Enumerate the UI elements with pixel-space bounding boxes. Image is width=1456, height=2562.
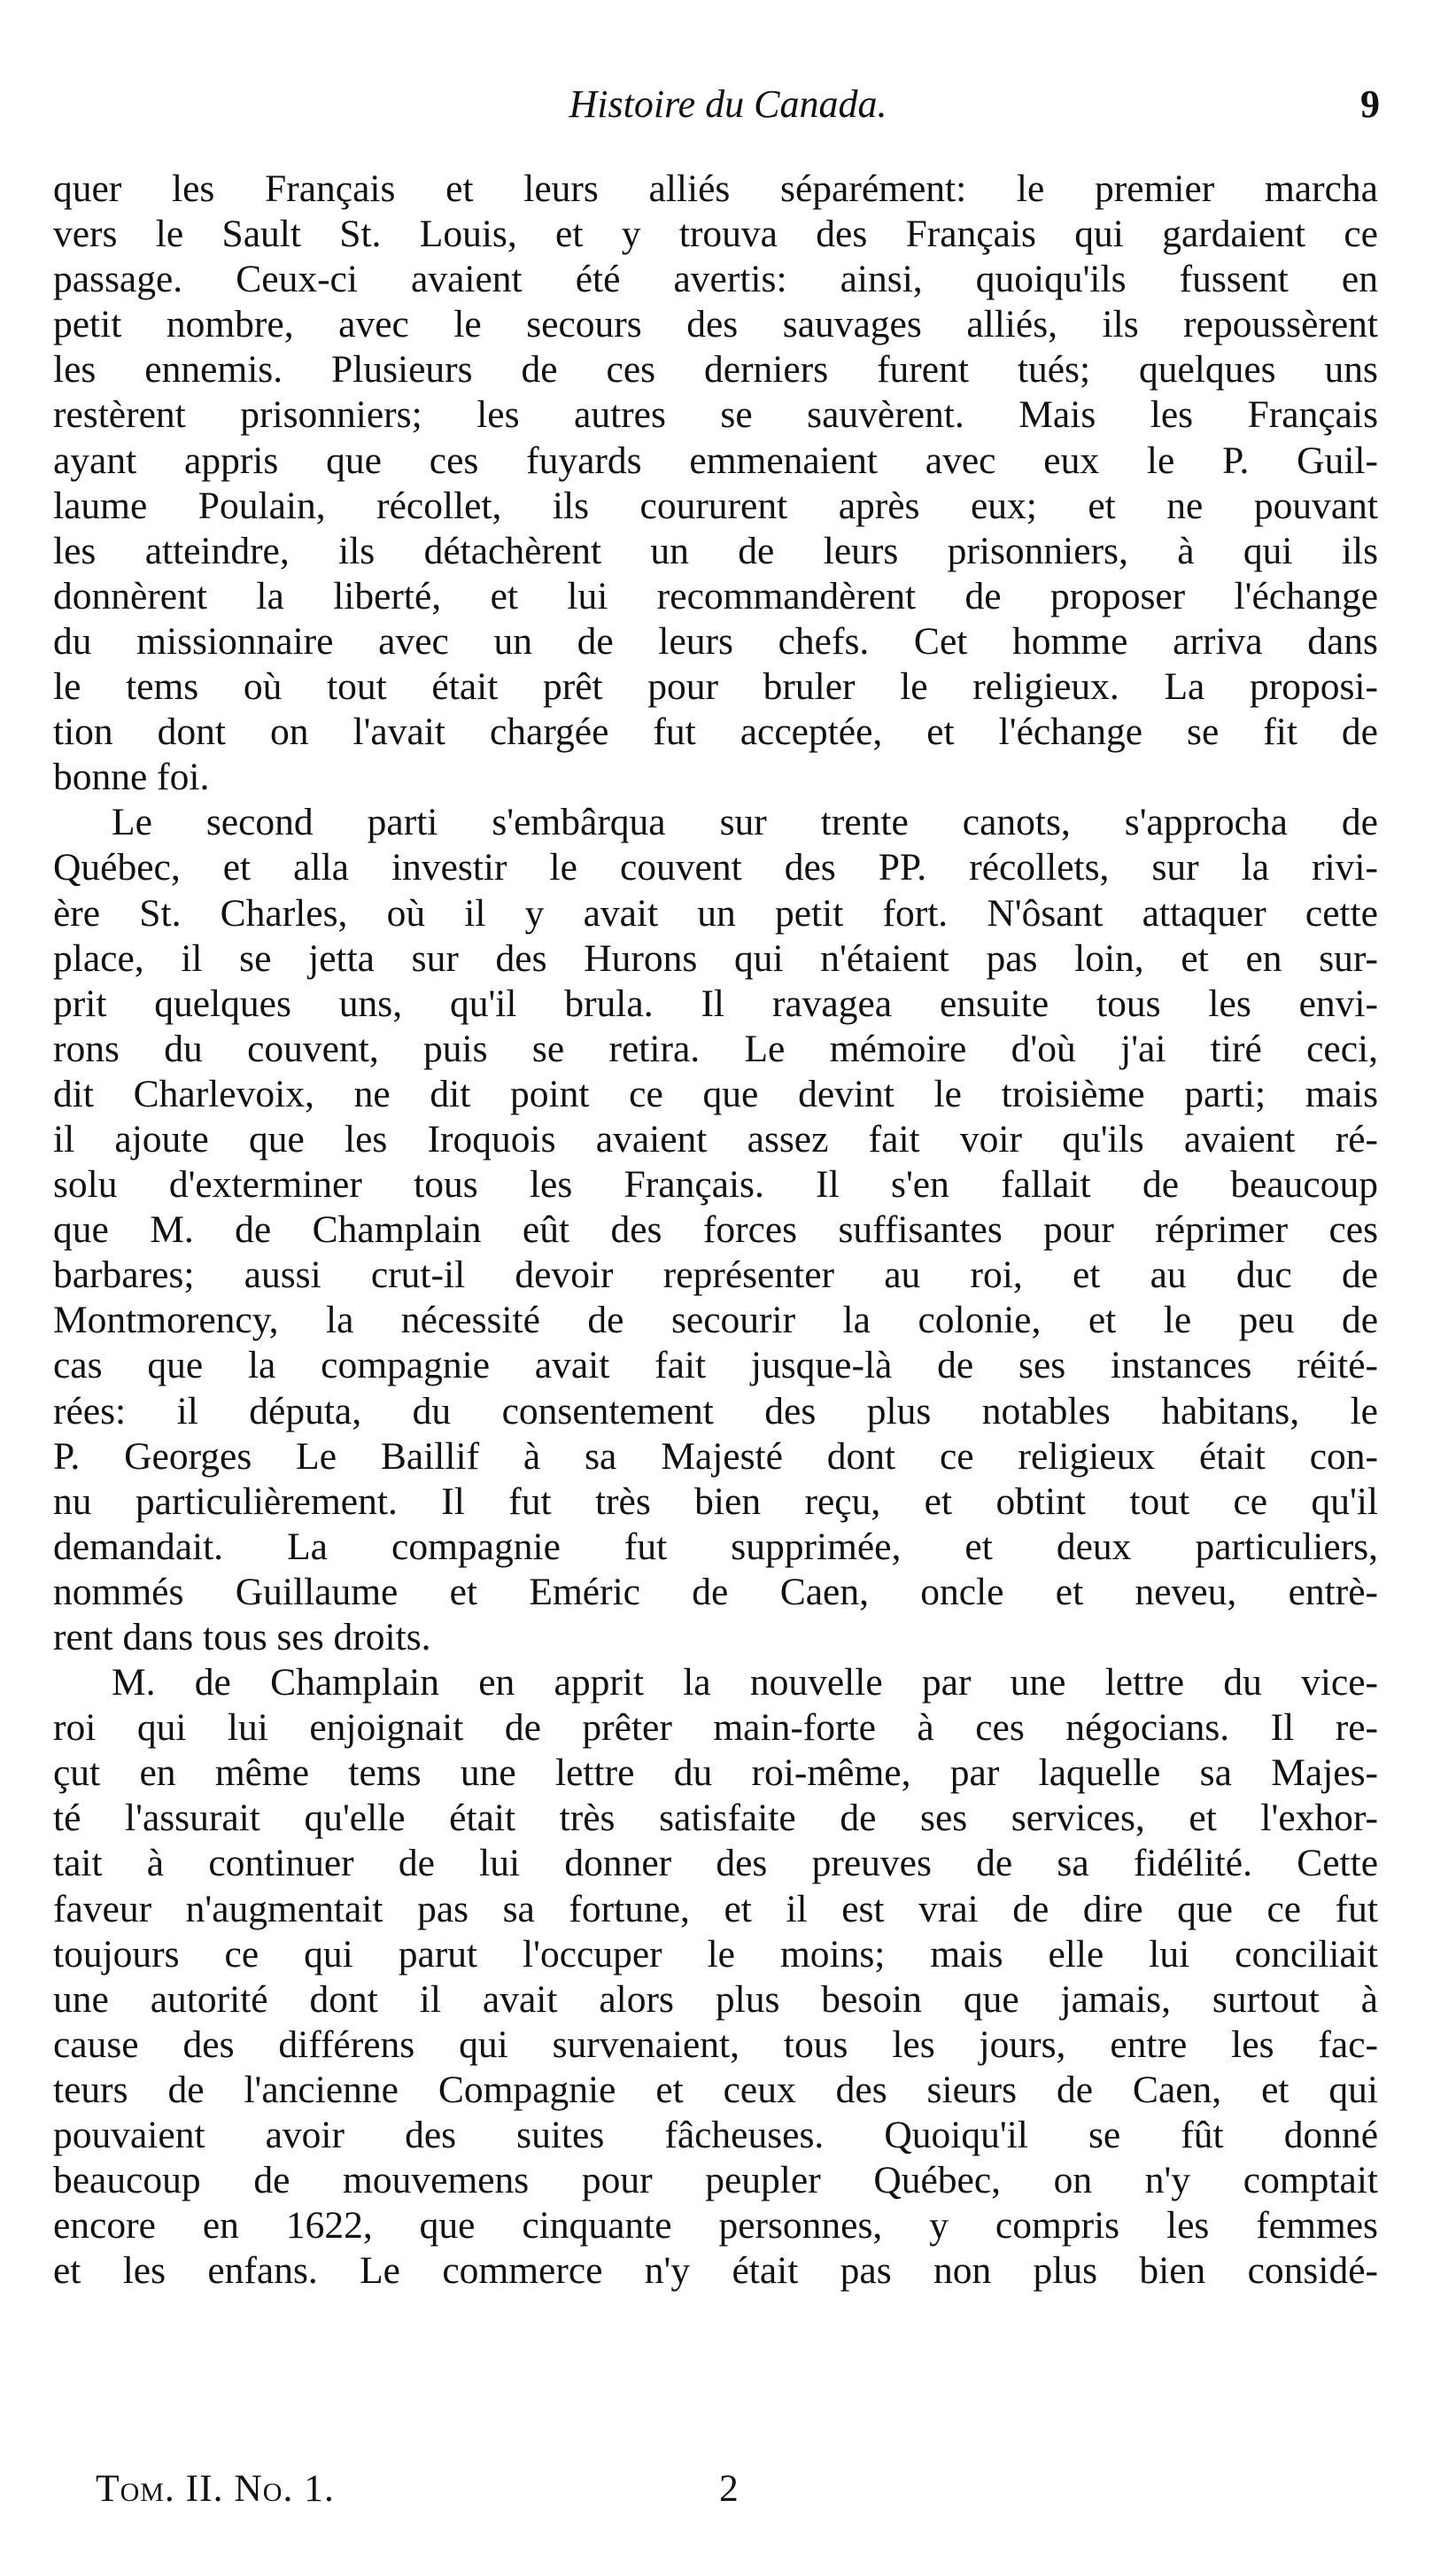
- text-line: les atteindre, ils détachèrent un de leurs prisonniers, à qui ils: [53, 529, 1378, 572]
- text-line: toujours ce qui parut l'occuper le moins; mais elle lui conciliait: [53, 1932, 1378, 1976]
- text-line: dit Charlevoix, ne dit point ce que devint le troisième parti; mais: [53, 1072, 1378, 1115]
- text-line: nu particulièrement. Il fut très bien reçu, et obtint tout ce qu'il: [53, 1479, 1378, 1523]
- paragraph-start-line: Le second parti s'embârqua sur trente canots, s'approcha de: [112, 801, 1378, 844]
- text-line: une autorité dont il avait alors plus besoin que jamais, surtout à: [53, 1977, 1378, 2021]
- sheet-number: 2: [719, 2467, 739, 2510]
- text-line: demandait. La compagnie fut supprimée, et deux particuliers,: [53, 1525, 1378, 1568]
- text-line: encore en 1622, que cinquante personnes, y compris les femmes: [53, 2204, 1378, 2248]
- text-line: çut en même tems une lettre du roi-même, par laquelle sa Majes-: [53, 1751, 1378, 1795]
- text-line: ayant appris que ces fuyards emmenaient avec eux le P. Guil-: [53, 439, 1378, 482]
- body-text: [53, 167, 1378, 2294]
- text-line: solu d'exterminer tous les Français. Il s'en fallait de beaucoup: [53, 1163, 1378, 1207]
- text-line: place, il se jetta sur des Hurons qui n'étaient pas loin, et en sur-: [53, 936, 1378, 980]
- text-line: le tems où tout était prêt pour bruler le religieux. La proposi-: [53, 665, 1378, 709]
- text-line: restèrent prisonniers; les autres se sauvèrent. Mais les Français: [53, 393, 1378, 437]
- text-line: et les enfans. Le commerce n'y était pas non plus bien considé-: [53, 2249, 1378, 2293]
- running-head: [0, 82, 1456, 135]
- paragraph-end-line: bonne foi.: [53, 756, 210, 799]
- text-line: il ajoute que les Iroquois avaient assez fait voir qu'ils avaient ré-: [53, 1117, 1378, 1161]
- text-line: laume Poulain, récollet, ils coururent après eux; et ne pouvant: [53, 484, 1378, 527]
- text-line: P. Georges Le Baillif à sa Majesté dont ce religieux était con-: [53, 1434, 1378, 1478]
- text-line: passage. Ceux-ci avaient été avertis: ainsi, quoiqu'ils fussent en: [53, 258, 1378, 301]
- text-line: tion dont on l'avait chargée fut acceptée, et l'échange se fit de: [53, 710, 1378, 754]
- text-line: teurs de l'ancienne Compagnie et ceux des sieurs de Caen, et qui: [53, 2068, 1378, 2111]
- text-line: nommés Guillaume et Eméric de Caen, oncle et neveu, entrè-: [53, 1570, 1378, 1613]
- text-line: beaucoup de mouvemens pour peupler Québec, on n'y comptait: [53, 2159, 1378, 2202]
- paragraph-end-line: rent dans tous ses droits.: [53, 1616, 431, 1658]
- text-line: rées: il députa, du consentement des plus notables habitans, le: [53, 1389, 1378, 1432]
- page-number: 9: [1360, 82, 1380, 126]
- running-title: Histoire du Canada.: [569, 82, 887, 126]
- text-line: les ennemis. Plusieurs de ces derniers furent tués; quelques uns: [53, 348, 1378, 392]
- text-line: Montmorency, la nécessité de secourir la colonie, et le peu de: [53, 1299, 1378, 1342]
- text-line: barbares; aussi crut-il devoir représenter au roi, et au duc de: [53, 1254, 1378, 1297]
- text-line: faveur n'augmentait pas sa fortune, et il est vrai de dire que ce fut: [53, 1887, 1378, 1930]
- footer: [96, 2466, 1247, 2519]
- text-line: Québec, et alla investir le couvent des PP. récollets, sur la rivi-: [53, 846, 1378, 889]
- signature-mark: Tom. II. No. 1.: [96, 2467, 335, 2510]
- text-line: quer les Français et leurs alliés séparément: le premier marcha: [53, 167, 1378, 210]
- text-line: rons du couvent, puis se retira. Le mémoire d'où j'ai tiré ceci,: [53, 1027, 1378, 1070]
- text-line: roi qui lui enjoignait de prêter main-forte à ces négocians. Il re-: [53, 1706, 1378, 1750]
- text-line: du missionnaire avec un de leurs chefs. Cet homme arriva dans: [53, 619, 1378, 663]
- text-line: cas que la compagnie avait fait jusque-là de ses instances réité-: [53, 1344, 1378, 1387]
- text-line: tait à continuer de lui donner des preuves de sa fidélité. Cette: [53, 1842, 1378, 1885]
- text-line: que M. de Champlain eût des forces suffisantes pour réprimer ces: [53, 1208, 1378, 1252]
- text-line: vers le Sault St. Louis, et y trouva des Français qui gardaient ce: [53, 213, 1378, 256]
- text-line: ère St. Charles, où il y avait un petit fort. N'ôsant attaquer cette: [53, 891, 1378, 935]
- text-line: cause des différens qui survenaient, tous les jours, entre les fac-: [53, 2022, 1378, 2066]
- paragraph-start-line: M. de Champlain en apprit la nouvelle par une lettre du vice-: [112, 1661, 1378, 1704]
- text-line: donnèrent la liberté, et lui recommandèrent de proposer l'échange: [53, 574, 1378, 617]
- text-line: té l'assurait qu'elle était très satisfaite de ses services, et l'exhor-: [53, 1797, 1378, 1840]
- text-line: pouvaient avoir des suites fâcheuses. Quoiqu'il se fût donné: [53, 2114, 1378, 2157]
- text-line: prit quelques uns, qu'il brula. Il ravagea ensuite tous les envi-: [53, 982, 1378, 1025]
- text-line: petit nombre, avec le secours des sauvages alliés, ils repoussèrent: [53, 303, 1378, 346]
